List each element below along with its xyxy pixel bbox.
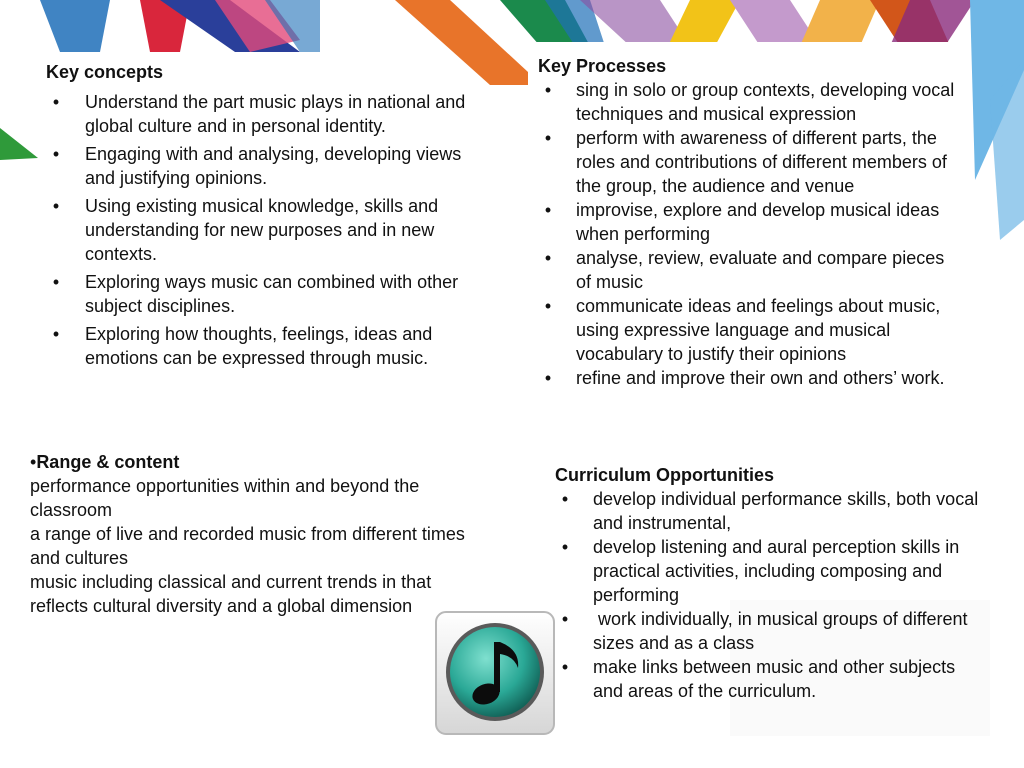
- range-content-heading-line: [30, 450, 470, 474]
- bullet: •: [52, 324, 60, 344]
- list-item: • analyse, review, evaluate and compare pieces of music: [538, 246, 958, 294]
- stripe: [800, 0, 880, 46]
- bullet: •: [561, 489, 569, 509]
- list-item: • Exploring how thoughts, feelings, ideas and emotions can be expressed through music.: [46, 322, 486, 370]
- list-item: • Exploring ways music can combined with other subject disciplines.: [46, 270, 486, 318]
- range-content-section: [30, 450, 470, 618]
- key-concepts-section: [46, 60, 486, 374]
- bullet: •: [544, 248, 552, 268]
- list-item: • sing in solo or group contexts, developing vocal techniques and musical expression: [538, 78, 958, 126]
- stripe: [0, 128, 38, 160]
- bullet: •: [561, 657, 569, 677]
- list-item: • perform with awareness of different parts, the roles and contributions of different members of the group, the audience and venue: [538, 126, 958, 198]
- list-item: • refine and improve their own and others’ work.: [538, 366, 958, 390]
- key-processes-list: [538, 78, 958, 390]
- curriculum-heading: Curriculum Opportunities: [555, 465, 775, 485]
- curriculum-section: [555, 463, 985, 703]
- stripe: [40, 0, 110, 52]
- bullet: •: [544, 368, 552, 388]
- list-item: • Engaging with and analysing, developing views and justifying opinions.: [46, 142, 486, 190]
- bullet: •: [561, 609, 569, 629]
- bullet: •: [52, 196, 60, 216]
- curriculum-list: [555, 487, 985, 703]
- list-item: • develop listening and aural perception skills in practical activities, including composing and performing: [555, 535, 985, 607]
- list-item: • Using existing musical knowledge, skills and understanding for new purposes and in new contexts.: [46, 194, 486, 266]
- bullet: •: [52, 272, 60, 292]
- list-item: • Understand the part music plays in national and global culture and in personal identity.: [46, 90, 486, 138]
- key-processes-heading: Key Processes: [538, 56, 667, 76]
- range-content-line: performance opportunities within and beyond the classroom: [30, 476, 420, 520]
- bullet: •: [544, 296, 552, 316]
- bullet: •: [544, 200, 552, 220]
- list-item: • work individually, in musical groups of different sizes and as a class: [555, 607, 985, 655]
- list-item: • improvise, explore and develop musical ideas when performing: [538, 198, 958, 246]
- music-note-icon: [434, 610, 556, 736]
- bullet: •: [30, 452, 37, 472]
- bullet: •: [561, 537, 569, 557]
- list-item: • develop individual performance skills, both vocal and instrumental,: [555, 487, 985, 535]
- range-content-line: music including classical and current trends in that reflects cultural diversity and a global dimension: [30, 572, 432, 616]
- stripe: [668, 0, 740, 46]
- list-item: • communicate ideas and feelings about music, using expressive language and musical vocabulary to justify their opinions: [538, 294, 958, 366]
- key-concepts-list: [46, 90, 486, 370]
- range-content-heading: Range & content: [36, 452, 180, 472]
- key-concepts-heading: Key concepts: [46, 62, 164, 82]
- range-content-line: a range of live and recorded music from different times and cultures: [30, 524, 465, 568]
- bullet: •: [544, 80, 552, 100]
- key-processes-section: [538, 54, 958, 390]
- bullet: •: [544, 128, 552, 148]
- bullet: •: [52, 92, 60, 112]
- bullet: •: [52, 144, 60, 164]
- list-item: • make links between music and other subjects and areas of the curriculum.: [555, 655, 985, 703]
